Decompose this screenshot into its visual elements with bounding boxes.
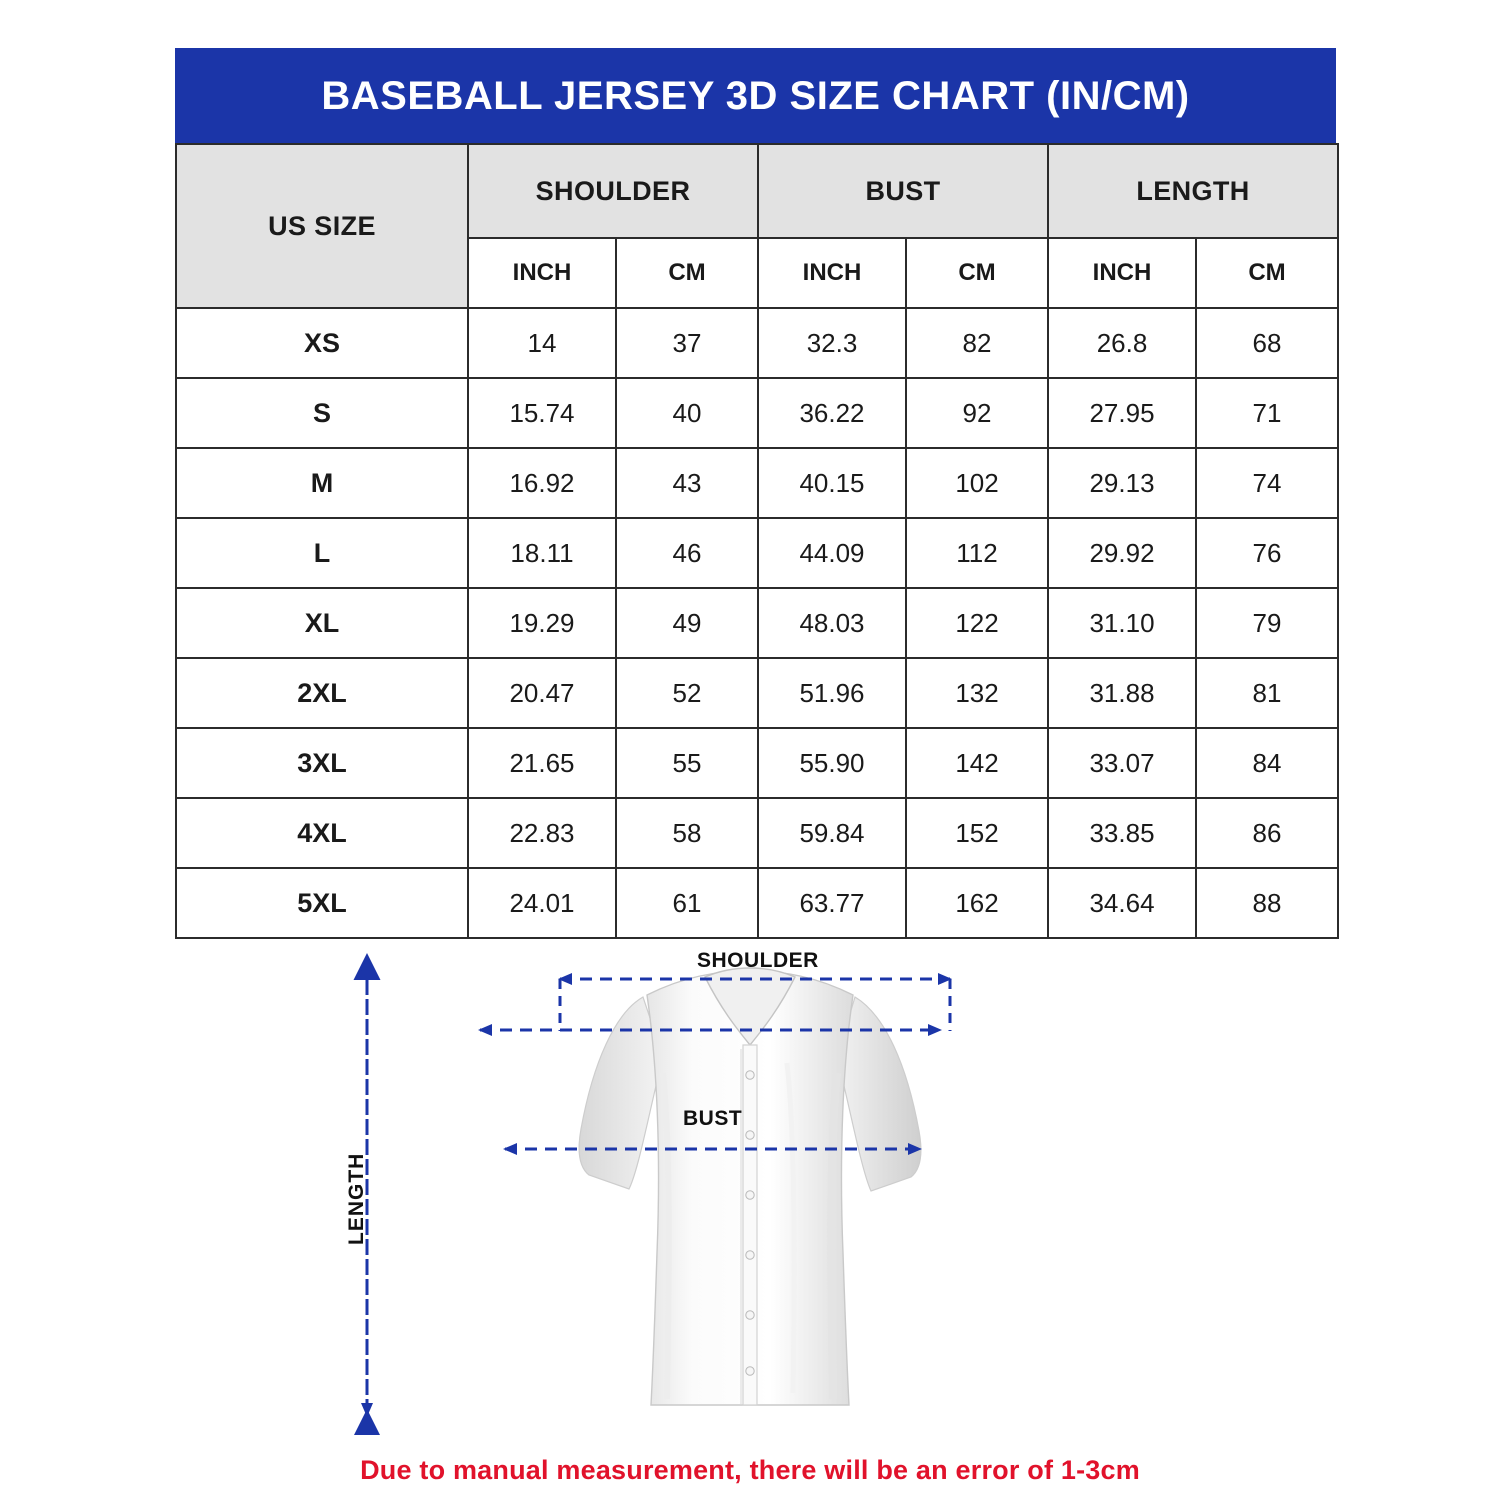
cell-bust-cm: 132 (906, 658, 1048, 728)
cell-bust-inch: 32.3 (758, 308, 906, 378)
table-group-header-row (176, 144, 1338, 238)
cell-shoulder-inch: 15.74 (468, 378, 616, 448)
cell-shoulder-inch: 18.11 (468, 518, 616, 588)
table-row (176, 798, 1338, 868)
cell-shoulder-cm: 61 (616, 868, 758, 938)
cell-length-cm: 79 (1196, 588, 1338, 658)
cell-bust-cm: 152 (906, 798, 1048, 868)
cell-size: S (176, 378, 468, 448)
measurement-disclaimer: Due to manual measurement, there will be an error of 1-3cm (360, 1455, 1140, 1485)
header-length: LENGTH (1048, 144, 1338, 238)
table-head (176, 144, 1338, 308)
cell-size: L (176, 518, 468, 588)
cell-length-inch: 29.13 (1048, 448, 1196, 518)
cell-bust-inch: 51.96 (758, 658, 906, 728)
size-chart-container (175, 48, 1336, 939)
cell-length-inch: 27.95 (1048, 378, 1196, 448)
table-row (176, 868, 1338, 938)
label-shoulder: SHOULDER (697, 949, 819, 972)
cell-bust-cm: 122 (906, 588, 1048, 658)
cell-shoulder-cm: 37 (616, 308, 758, 378)
cell-length-cm: 86 (1196, 798, 1338, 868)
cell-size: XL (176, 588, 468, 658)
cell-length-cm: 84 (1196, 728, 1338, 798)
header-shoulder-cm: CM (616, 238, 758, 308)
cell-length-cm: 71 (1196, 378, 1338, 448)
cell-length-inch: 31.10 (1048, 588, 1196, 658)
cell-bust-inch: 55.90 (758, 728, 906, 798)
table-body (176, 308, 1338, 938)
cell-size: XS (176, 308, 468, 378)
cell-shoulder-inch: 21.65 (468, 728, 616, 798)
cell-length-inch: 31.88 (1048, 658, 1196, 728)
cell-bust-cm: 102 (906, 448, 1048, 518)
cell-bust-cm: 112 (906, 518, 1048, 588)
cell-length-cm: 74 (1196, 448, 1338, 518)
header-shoulder: SHOULDER (468, 144, 758, 238)
cell-bust-cm: 142 (906, 728, 1048, 798)
cell-shoulder-cm: 58 (616, 798, 758, 868)
cell-bust-inch: 36.22 (758, 378, 906, 448)
header-length-cm: CM (1196, 238, 1338, 308)
cell-size: 4XL (176, 798, 468, 868)
cell-bust-inch: 63.77 (758, 868, 906, 938)
table-row (176, 588, 1338, 658)
cell-length-cm: 76 (1196, 518, 1338, 588)
table-row (176, 378, 1338, 448)
cell-bust-cm: 82 (906, 308, 1048, 378)
cell-bust-cm: 162 (906, 868, 1048, 938)
cell-shoulder-inch: 16.92 (468, 448, 616, 518)
cell-size: M (176, 448, 468, 518)
cell-size: 5XL (176, 868, 468, 938)
label-length: LENGTH (345, 1152, 368, 1245)
cell-length-inch: 29.92 (1048, 518, 1196, 588)
cell-bust-inch: 40.15 (758, 448, 906, 518)
cell-shoulder-cm: 43 (616, 448, 758, 518)
header-bust-inch: INCH (758, 238, 906, 308)
header-us-size: US SIZE (176, 144, 468, 308)
cell-shoulder-cm: 52 (616, 658, 758, 728)
cell-length-inch: 26.8 (1048, 308, 1196, 378)
cell-length-inch: 33.85 (1048, 798, 1196, 868)
cell-shoulder-cm: 49 (616, 588, 758, 658)
cell-length-cm: 81 (1196, 658, 1338, 728)
cell-shoulder-cm: 55 (616, 728, 758, 798)
header-bust: BUST (758, 144, 1048, 238)
cell-bust-inch: 44.09 (758, 518, 906, 588)
cell-shoulder-cm: 40 (616, 378, 758, 448)
size-table (175, 143, 1339, 939)
measurement-illustration (175, 935, 1336, 1435)
label-bust: BUST (683, 1107, 743, 1130)
cell-size: 3XL (176, 728, 468, 798)
cell-bust-inch: 59.84 (758, 798, 906, 868)
table-row (176, 728, 1338, 798)
page-title: BASEBALL JERSEY 3D SIZE CHART (IN/CM) (175, 48, 1336, 143)
cell-shoulder-cm: 46 (616, 518, 758, 588)
cell-shoulder-inch: 19.29 (468, 588, 616, 658)
header-length-inch: INCH (1048, 238, 1196, 308)
cell-length-cm: 88 (1196, 868, 1338, 938)
cell-shoulder-inch: 20.47 (468, 658, 616, 728)
cell-shoulder-inch: 24.01 (468, 868, 616, 938)
cell-size: 2XL (176, 658, 468, 728)
cell-bust-inch: 48.03 (758, 588, 906, 658)
table-row (176, 308, 1338, 378)
table-row (176, 658, 1338, 728)
cell-length-inch: 34.64 (1048, 868, 1196, 938)
table-row (176, 518, 1338, 588)
cell-length-inch: 33.07 (1048, 728, 1196, 798)
header-shoulder-inch: INCH (468, 238, 616, 308)
cell-shoulder-inch: 14 (468, 308, 616, 378)
cell-bust-cm: 92 (906, 378, 1048, 448)
table-row (176, 448, 1338, 518)
header-bust-cm: CM (906, 238, 1048, 308)
cell-shoulder-inch: 22.83 (468, 798, 616, 868)
cell-length-cm: 68 (1196, 308, 1338, 378)
